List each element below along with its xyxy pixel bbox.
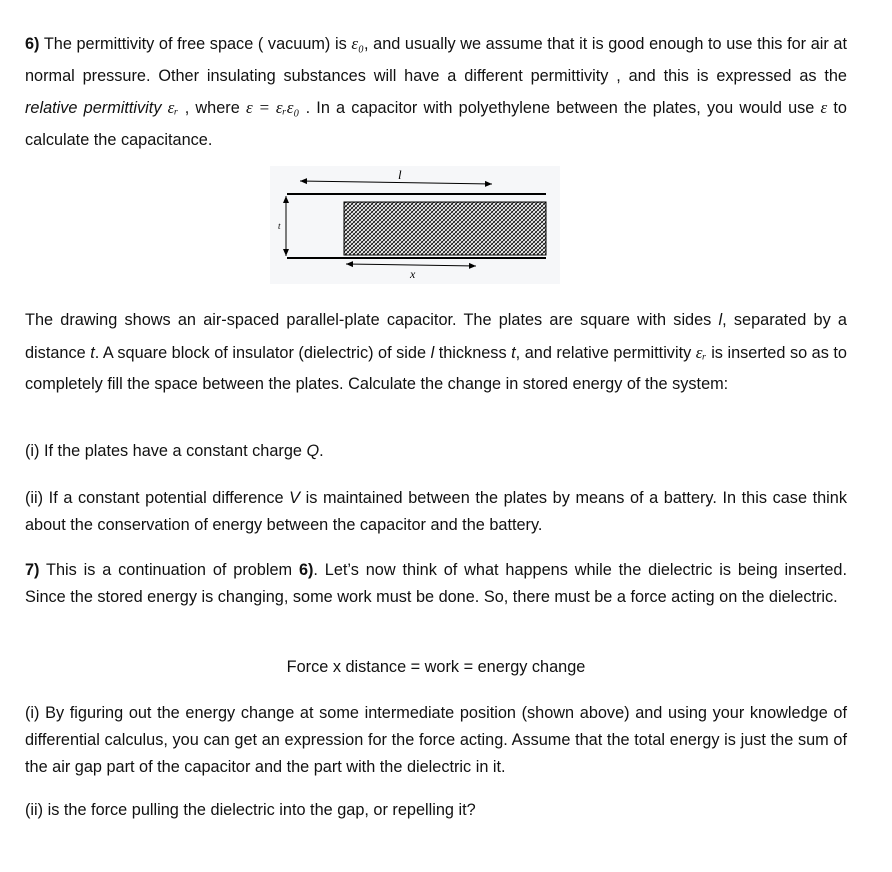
problem-7-paragraph: 7) This is a continuation of problem 6). Let’s now think of what happens while the dielectric is being inserted. Since the stored energy is changing, some work must be done. So, there must be a force acting on the dielectric. xyxy=(25,561,847,606)
label-x: x xyxy=(410,267,416,281)
dielectric-block xyxy=(344,202,546,255)
problem-6-paragraph: 6) The permittivity of free space ( vacuum) is ε₀, and usually we assume that it is good enough to use this for air at normal pressure. Other insulating substances will have a different permittivity , and this is expressed as the relative permittivity εᵣ , where ε = εᵣε₀ . In a capacitor with polyethylene between the plates, you would use ε to calculate the capacitance. xyxy=(25,34,847,149)
epsilon-r: εᵣ xyxy=(167,98,179,117)
problem-7-label: 7) xyxy=(25,561,40,579)
force-formula: Force x distance = work = energy change xyxy=(286,658,586,676)
label-t: t xyxy=(278,221,281,231)
epsilon-r-2: εᵣ xyxy=(695,342,707,362)
permittivity-equation: ε = εᵣε₀ xyxy=(245,98,300,117)
epsilon-zero: ε₀ xyxy=(351,34,364,53)
question-6-ii: (ii) If a constant potential difference V is maintained between the plates by means of a battery. In this case think about the conservation of energy between the capacitor and the battery. xyxy=(25,489,847,534)
epsilon: ε xyxy=(820,98,828,117)
question-7-ii: (ii) is the force pulling the dielectric into the gap, or repelling it? xyxy=(25,801,476,819)
question-7-i: (i) By figuring out the energy change at some intermediate position (shown above) and using your knowledge of differential calculus, you can get an expression for the force acting. Assume that the total energy is just the sum of the air gap part of the capacitor and the part with the dielectric in it. xyxy=(25,704,847,776)
relative-permittivity-term: relative permittivity xyxy=(25,99,162,117)
description-paragraph: The drawing shows an air-spaced parallel-plate capacitor. The plates are square with sides l, separated by a distance t. A square block of insulator (dielectric) of side l thickness t, and relative permittivity εᵣ is inserted so as to completely fill the space between the plates. Calculate the change in stored energy of the system: xyxy=(25,311,847,393)
question-6-i: (i) If the plates have a constant charge Q. xyxy=(25,442,324,460)
label-l: l xyxy=(398,167,402,182)
problem-6-label: 6) xyxy=(25,35,40,53)
capacitor-diagram xyxy=(270,166,560,284)
